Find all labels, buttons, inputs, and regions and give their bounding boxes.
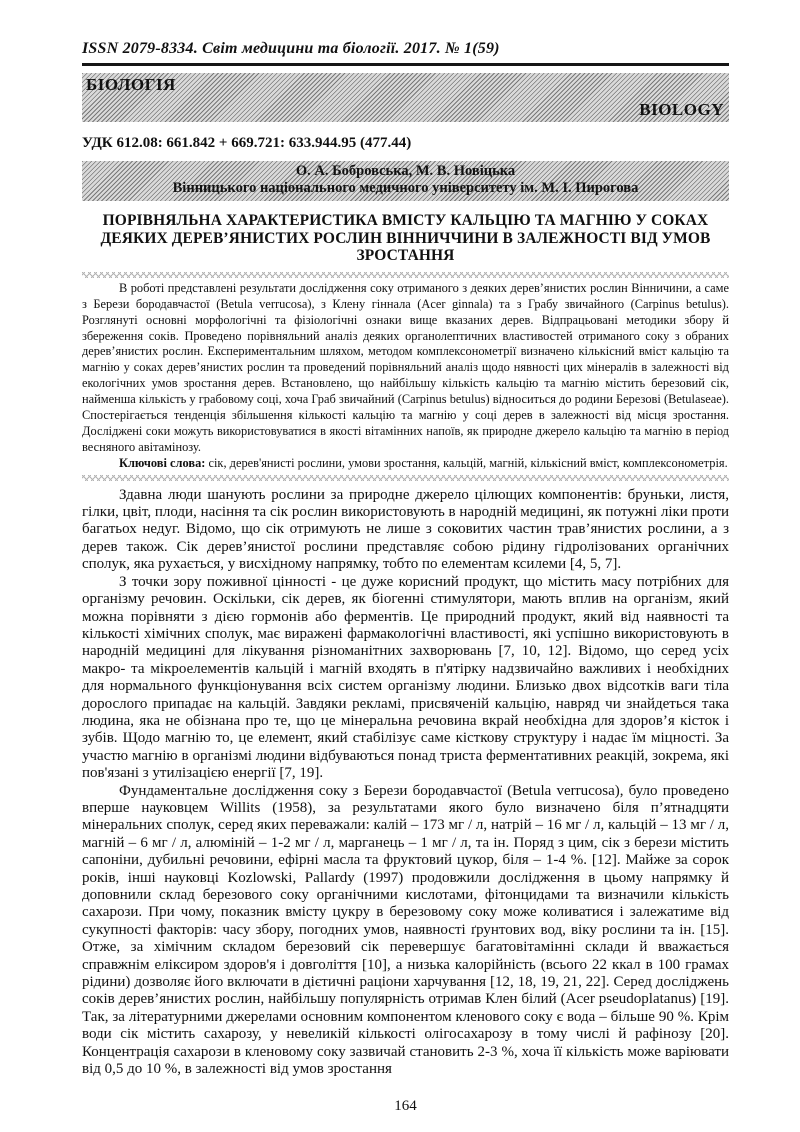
- page-number: 164: [394, 1098, 417, 1115]
- keywords-line: [82, 456, 729, 472]
- body-paragraph: Фундаментальне дослідження соку з Берези бородавчастої (Betula verrucosa), було проведено вперше науковцем Willits (1958), за результатами якого було визначено біля п’ятнадцяти мінеральних сполук, серед яких переважали: калій – 173 мг / л, натрій – 16 мг / л, кальцій – 13 мг / л, магній – 6 мг / л, алюміній – 1-2 мг / л, марганець – 1 мг / л, та ін. Поряд з цим, сік з берези містить сапоніни, дубильні речовини, ефірні масла та фруктовий цукор, біля – 1-4 %. [12]. Майже за сорок років, інші науковці Kozlowski, Pallardy (1997) продовжили дослідження в цьому напрямку й доповнили склад березового соку органічними кислотами, фітонцидами та визначили кількість сахарози. При чому, показник вмісту цукру в березовому соку може коливатися і залежатиме від сукупності факторів: часу збору, погодних умов, наявності ґрунтових вод, віку рослини та ін. [15]. Отже, за хімічним складом березовий сік перевершує багатовітамінні склади й вважається справжнім еліксиром здоров'я і довголіття [10], а низька калорійність (всього 22 ккал в 100 грамах рідини) дозволяє його включати в дієтичні раціони харчування [12, 18, 19, 21, 22]. Серед досліджень соків дерев’янистих рослин, найбільшу популярність отримав Клен білий (Acer pseudoplatanus) [19]. Так, за літературними джерелами основним компонентом кленового соку є вода – більше 90 %. Крім води сік містить сахарозу, у невеликій кількості олігосахарозу в тому числі й рафінозу [20]. Концентрація сахарози в кленовому соку зазвичай становить 2-3 %, хоча її кількість може варіювати від 0,5 до 10 %, в залежності від умов зростання: [82, 782, 729, 1078]
- divider-zigzag-top: [82, 272, 729, 278]
- article-title: ПОРІВНЯЛЬНА ХАРАКТЕРИСТИКА ВМІСТУ КАЛЬЦІЮ ТА МАГНІЮ У СОКАХ ДЕЯКИХ ДЕРЕВ’ЯНИСТИХ РОСЛИН ВІННИЧЧИНИ В ЗАЛЕЖНОСТІ ВІД УМОВ ЗРОСТАННЯ: [100, 212, 711, 265]
- abstract-section: [82, 281, 729, 472]
- header-rule: [82, 63, 729, 66]
- body-paragraph: З точки зору поживної цінності - це дуже корисний продукт, що містить масу потрібних для організму речовин. Оскільки, сік дерев, як біогенні стимулятори, мають вплив на організм, який можна порівняти з дією гормонів або ферментів. Це природний продукт, який від наявності та кількості хімічних сполук, має виражені фармакологічні властивості, які успішно використовують в народній медицині для лікування різноманітних захворювань [7, 10, 12]. Відомо, що серед усіх макро- та мікроелементів кальцій і магній входять в п'ятірку надзвичайно важливих і необхідних для нормального функціонування всіх систем організму людини. Близько двох відсотків ваги тіла дорослого припадає на кальцій. Завдяки рекламі, присвяченій кальцію, навряд чи знайдеться така людина, яка не обізнана про те, що це мінеральна речовина вкрай необхідна для здоров’я кісток і зубів. Щодо магнію то, це елемент, який стабілізує саме кісткову структуру і надає їм міцності. За участю магнію в організмі людини відбуваються понад триста ферментативних реакцій, зокрема, які пов'язані з утилізацією енергії [7, 19].: [82, 573, 729, 782]
- divider-zigzag-bottom: [82, 475, 729, 481]
- section-title-english: BIOLOGY: [639, 100, 724, 119]
- authors-affiliation: Вінницького національного медичного університету ім. М. І. Пирогова: [172, 180, 639, 196]
- article-body: [82, 487, 729, 1079]
- authors-block: [82, 161, 729, 201]
- section-banner: [82, 73, 729, 122]
- authors-names: О. А. Бобровська, М. В. Новіцька: [295, 163, 516, 179]
- keywords-text: сік, дерев'янисті рослини, умови зростання, кальцій, магній, кількісний вміст, комплексонометрія.: [205, 455, 728, 470]
- abstract-text: В роботі представлені результати дослідження соку отриманого з деяких дерев’янистих рослин Вінничини, а саме з Берези бородавчастої (Betula verrucosa), з Клену гіннала (Acer ginnala) та з Грабу звичайного (Carpinus betulus). Розглянуті основні морфологічні та фізіологічні ознаки вище вказаних дерев. Відпрацьовані методики збору й збереження соків. Проведено порівняльний аналіз деяких органолептичних властивостей отриманого соку з обраних дерев’янистих рослин. Експериментальним шляхом, методом комплексонометрії визначено кількісний вміст кальцію та магнію у соках дерев’янистих рослин та проведений порівняльний аналіз щодо нявності цих мінералів в залежності від екологічних умов зростання дерев. Встановлено, що найбільшу кількість кальцію та магнію містить березовий сік, найменша кількість у грабовому соці, хоча Граб звичайний (Carpinus betulus) відноситься до родини Березові (Betulaseae). Спостерігається тенденція збільшення кількості кальцію та магнію у соці дерев в залежності від місця зростання. Досліджені соки можуть використовуватися в якості вітамінних напоїв, як природне джерело кальцію та магнію в період весняного авітамінозу.: [82, 280, 729, 454]
- keywords-label: Ключові слова:: [119, 455, 206, 470]
- journal-header: ISSN 2079-8334. Світ медицини та біології. 2017. № 1(59): [82, 40, 500, 57]
- section-title-ukrainian: БІОЛОГІЯ: [86, 75, 176, 94]
- udc-line: УДК 612.08: 661.842 + 669.721: 633.944.95 (477.44): [82, 135, 412, 151]
- body-paragraph: Здавна люди шанують рослини за природне джерело цілющих компонентів: бруньки, листя, гілки, цвіт, плоди, насіння та сік рослин використовують в народній медицині, як потужні ліки проти багатьох недуг. Відомо, що сік отримують не лише з соковитих частин трав’янистих рослини, а з дерев також. Сік дерев’янистої рослини представляє собою рідину гідролізованих органічних сполук, яка рухається, у висхідному напрямку, тобто по елементам ксилеми [4, 5, 7].: [82, 486, 729, 573]
